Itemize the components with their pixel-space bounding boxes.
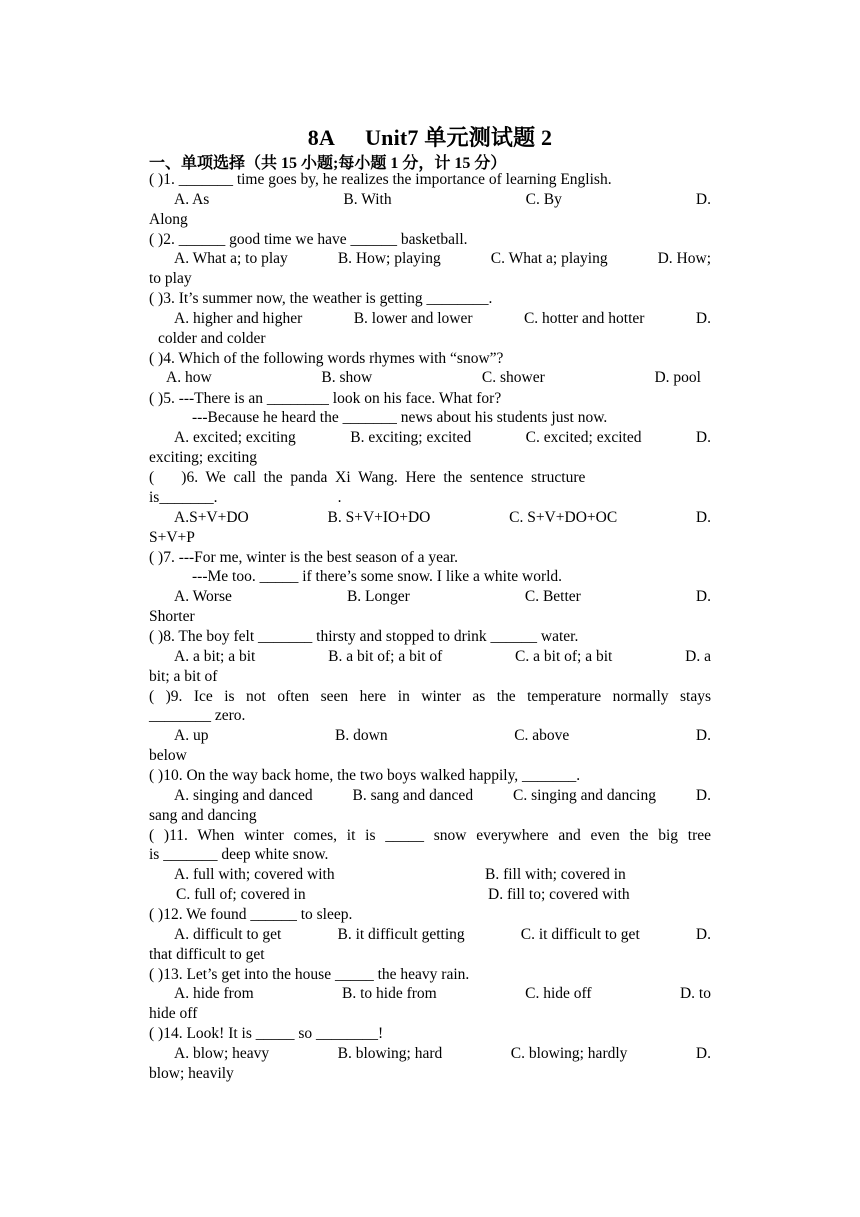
option-d: D. pool bbox=[654, 369, 701, 387]
title-unit: Unit7 单元测试题 2 bbox=[365, 125, 553, 150]
question-stem-continued: ________ zero. bbox=[149, 707, 246, 725]
option-b: B. Longer bbox=[346, 588, 410, 606]
title-grade: 8A bbox=[307, 125, 336, 150]
question-stem: ( )3. It’s summer now, the weather is getting ________. bbox=[149, 290, 493, 307]
options-row bbox=[149, 726, 711, 746]
section-heading: 一、单项选择（共 15 小题;每小题 1 分，计 15 分） bbox=[149, 155, 507, 172]
question-stem: ( )14. Look! It is _____ so ________! bbox=[149, 1025, 384, 1042]
question-5 bbox=[149, 389, 711, 468]
page-title bbox=[0, 121, 860, 152]
option-c: C. full of; covered in bbox=[176, 886, 306, 904]
options-row bbox=[149, 786, 711, 806]
option-c: C. excited; excited bbox=[525, 429, 642, 447]
options-row bbox=[149, 249, 711, 269]
question-13 bbox=[149, 965, 711, 1025]
question-stem: ( )10. On the way back home, the two boys walked happily, _______. bbox=[149, 767, 581, 784]
question-1 bbox=[149, 170, 711, 230]
question-12 bbox=[149, 905, 711, 965]
option-b: B. show bbox=[321, 369, 373, 387]
question-stem: ( )12. We found ______ to sleep. bbox=[149, 906, 353, 923]
option-c: C. a bit of; a bit bbox=[515, 647, 613, 665]
option-b: B. down bbox=[335, 727, 388, 745]
option-b: B. a bit of; a bit of bbox=[328, 647, 443, 665]
option-b: B. to hide from bbox=[342, 985, 437, 1003]
option-c: C. Better bbox=[524, 588, 581, 606]
question-stem: ( )7. ---For me, winter is the best season of a year. bbox=[149, 548, 459, 566]
option-c: C. blowing; hardly bbox=[510, 1044, 628, 1062]
option-d: D. bbox=[695, 1044, 711, 1062]
option-continuation: below bbox=[149, 747, 187, 765]
option-a: A. up bbox=[174, 727, 209, 745]
options-row bbox=[149, 587, 711, 607]
question-stem-continued: ---Me too. _____ if there’s some snow. I like a white world. bbox=[192, 568, 563, 586]
option-a: A. What a; to play bbox=[174, 250, 288, 268]
option-d: D. bbox=[695, 786, 711, 804]
option-a: A. singing and danced bbox=[174, 786, 313, 804]
question-stem: ( )9. Ice is not often seen here in winter as the temperature normally stays bbox=[149, 687, 711, 705]
option-b: B. blowing; hard bbox=[337, 1044, 443, 1062]
question-9 bbox=[149, 687, 711, 766]
question-11 bbox=[149, 826, 711, 905]
option-b: B. exciting; excited bbox=[350, 429, 472, 447]
question-stem: ( )13. Let’s get into the house _____ the heavy rain. bbox=[149, 965, 470, 983]
question-stem: ( )8. The boy felt _______ thirsty and stopped to drink ______ water. bbox=[149, 628, 579, 645]
option-a: A. higher and higher bbox=[174, 309, 303, 327]
option-c: C. singing and dancing bbox=[513, 786, 656, 804]
option-d: D. bbox=[695, 508, 711, 526]
option-continuation: Shorter bbox=[149, 608, 195, 626]
option-continuation: blow; heavily bbox=[149, 1064, 234, 1082]
option-c: C. By bbox=[525, 190, 562, 208]
option-d: D. bbox=[695, 190, 711, 208]
option-a: A. As bbox=[174, 190, 210, 208]
option-b: B. lower and lower bbox=[353, 309, 473, 327]
option-c: C. What a; playing bbox=[490, 250, 608, 268]
option-c: C. above bbox=[514, 727, 570, 745]
options-row bbox=[149, 984, 711, 1004]
option-c: C. it difficult to get bbox=[520, 925, 640, 943]
option-d: D. bbox=[695, 309, 711, 327]
option-a: A. a bit; a bit bbox=[174, 647, 256, 665]
option-c: C. hide off bbox=[525, 985, 592, 1003]
option-continuation: bit; a bit of bbox=[149, 667, 218, 685]
question-stem-continued: is_______. . bbox=[149, 488, 342, 506]
option-d: D. bbox=[695, 925, 711, 943]
option-a: A. how bbox=[166, 369, 212, 387]
options-row bbox=[149, 925, 711, 945]
options-row bbox=[149, 368, 711, 388]
option-continuation: to play bbox=[149, 270, 192, 288]
option-c: C. shower bbox=[481, 369, 545, 387]
option-d: D. How; bbox=[657, 250, 711, 268]
question-stem: ( )6. We call the panda Xi Wang. Here the sentence structure bbox=[149, 469, 586, 486]
option-a: A. hide from bbox=[174, 985, 254, 1003]
question-stem: ( )5. ---There is an ________ look on his face. What for? bbox=[149, 389, 502, 407]
question-2 bbox=[149, 230, 711, 290]
question-8 bbox=[149, 627, 711, 687]
option-continuation: exciting; exciting bbox=[149, 449, 258, 467]
question-14 bbox=[149, 1024, 711, 1084]
question-3 bbox=[149, 289, 711, 349]
options-row bbox=[149, 865, 711, 885]
question-stem: ( )1. _______ time goes by, he realizes the importance of learning English. bbox=[149, 171, 612, 188]
option-continuation: sang and dancing bbox=[149, 806, 257, 824]
option-a: A. difficult to get bbox=[174, 925, 282, 943]
question-7 bbox=[149, 548, 711, 627]
question-stem: ( )11. When winter comes, it is _____ snow everywhere and even the big tree bbox=[149, 826, 711, 844]
option-continuation: colder and colder bbox=[158, 329, 266, 347]
option-b: B. How; playing bbox=[337, 250, 441, 268]
option-d: D. a bbox=[685, 647, 711, 665]
option-d: D. bbox=[695, 727, 711, 745]
option-continuation: Along bbox=[149, 210, 188, 228]
question-stem-continued: is _______ deep white snow. bbox=[149, 846, 329, 864]
question-stem-continued: ---Because he heard the _______ news about his students just now. bbox=[192, 409, 608, 427]
option-b: B. With bbox=[343, 190, 392, 208]
option-c: C. S+V+DO+OC bbox=[509, 508, 618, 526]
option-d: D. bbox=[695, 429, 711, 447]
question-4 bbox=[149, 349, 711, 389]
options-row bbox=[149, 885, 711, 905]
question-10 bbox=[149, 766, 711, 826]
options-row bbox=[149, 508, 711, 528]
option-a: A.S+V+DO bbox=[174, 508, 249, 526]
option-continuation: hide off bbox=[149, 1005, 198, 1023]
option-a: A. blow; heavy bbox=[174, 1044, 270, 1062]
options-row bbox=[149, 190, 711, 210]
option-a: A. Worse bbox=[174, 588, 232, 606]
question-stem: ( )2. ______ good time we have ______ basketball. bbox=[149, 230, 468, 248]
option-a: A. excited; exciting bbox=[174, 429, 296, 447]
question-6 bbox=[149, 468, 711, 547]
option-d: D. to bbox=[679, 985, 711, 1003]
option-b: B. S+V+IO+DO bbox=[327, 508, 431, 526]
options-row bbox=[149, 309, 711, 329]
option-b: B. sang and danced bbox=[352, 786, 474, 804]
question-stem: ( )4. Which of the following words rhymes with “snow”? bbox=[149, 349, 504, 367]
option-continuation: that difficult to get bbox=[149, 945, 265, 963]
option-a: A. full with; covered with bbox=[174, 866, 335, 884]
option-b: B. fill with; covered in bbox=[485, 866, 626, 884]
option-continuation: S+V+P bbox=[149, 528, 195, 546]
option-d: D. bbox=[695, 588, 711, 606]
option-c: C. hotter and hotter bbox=[523, 309, 645, 327]
options-row bbox=[149, 428, 711, 448]
options-row bbox=[149, 647, 711, 667]
option-b: B. it difficult getting bbox=[337, 925, 465, 943]
option-d: D. fill to; covered with bbox=[488, 886, 630, 904]
options-row bbox=[149, 1044, 711, 1064]
